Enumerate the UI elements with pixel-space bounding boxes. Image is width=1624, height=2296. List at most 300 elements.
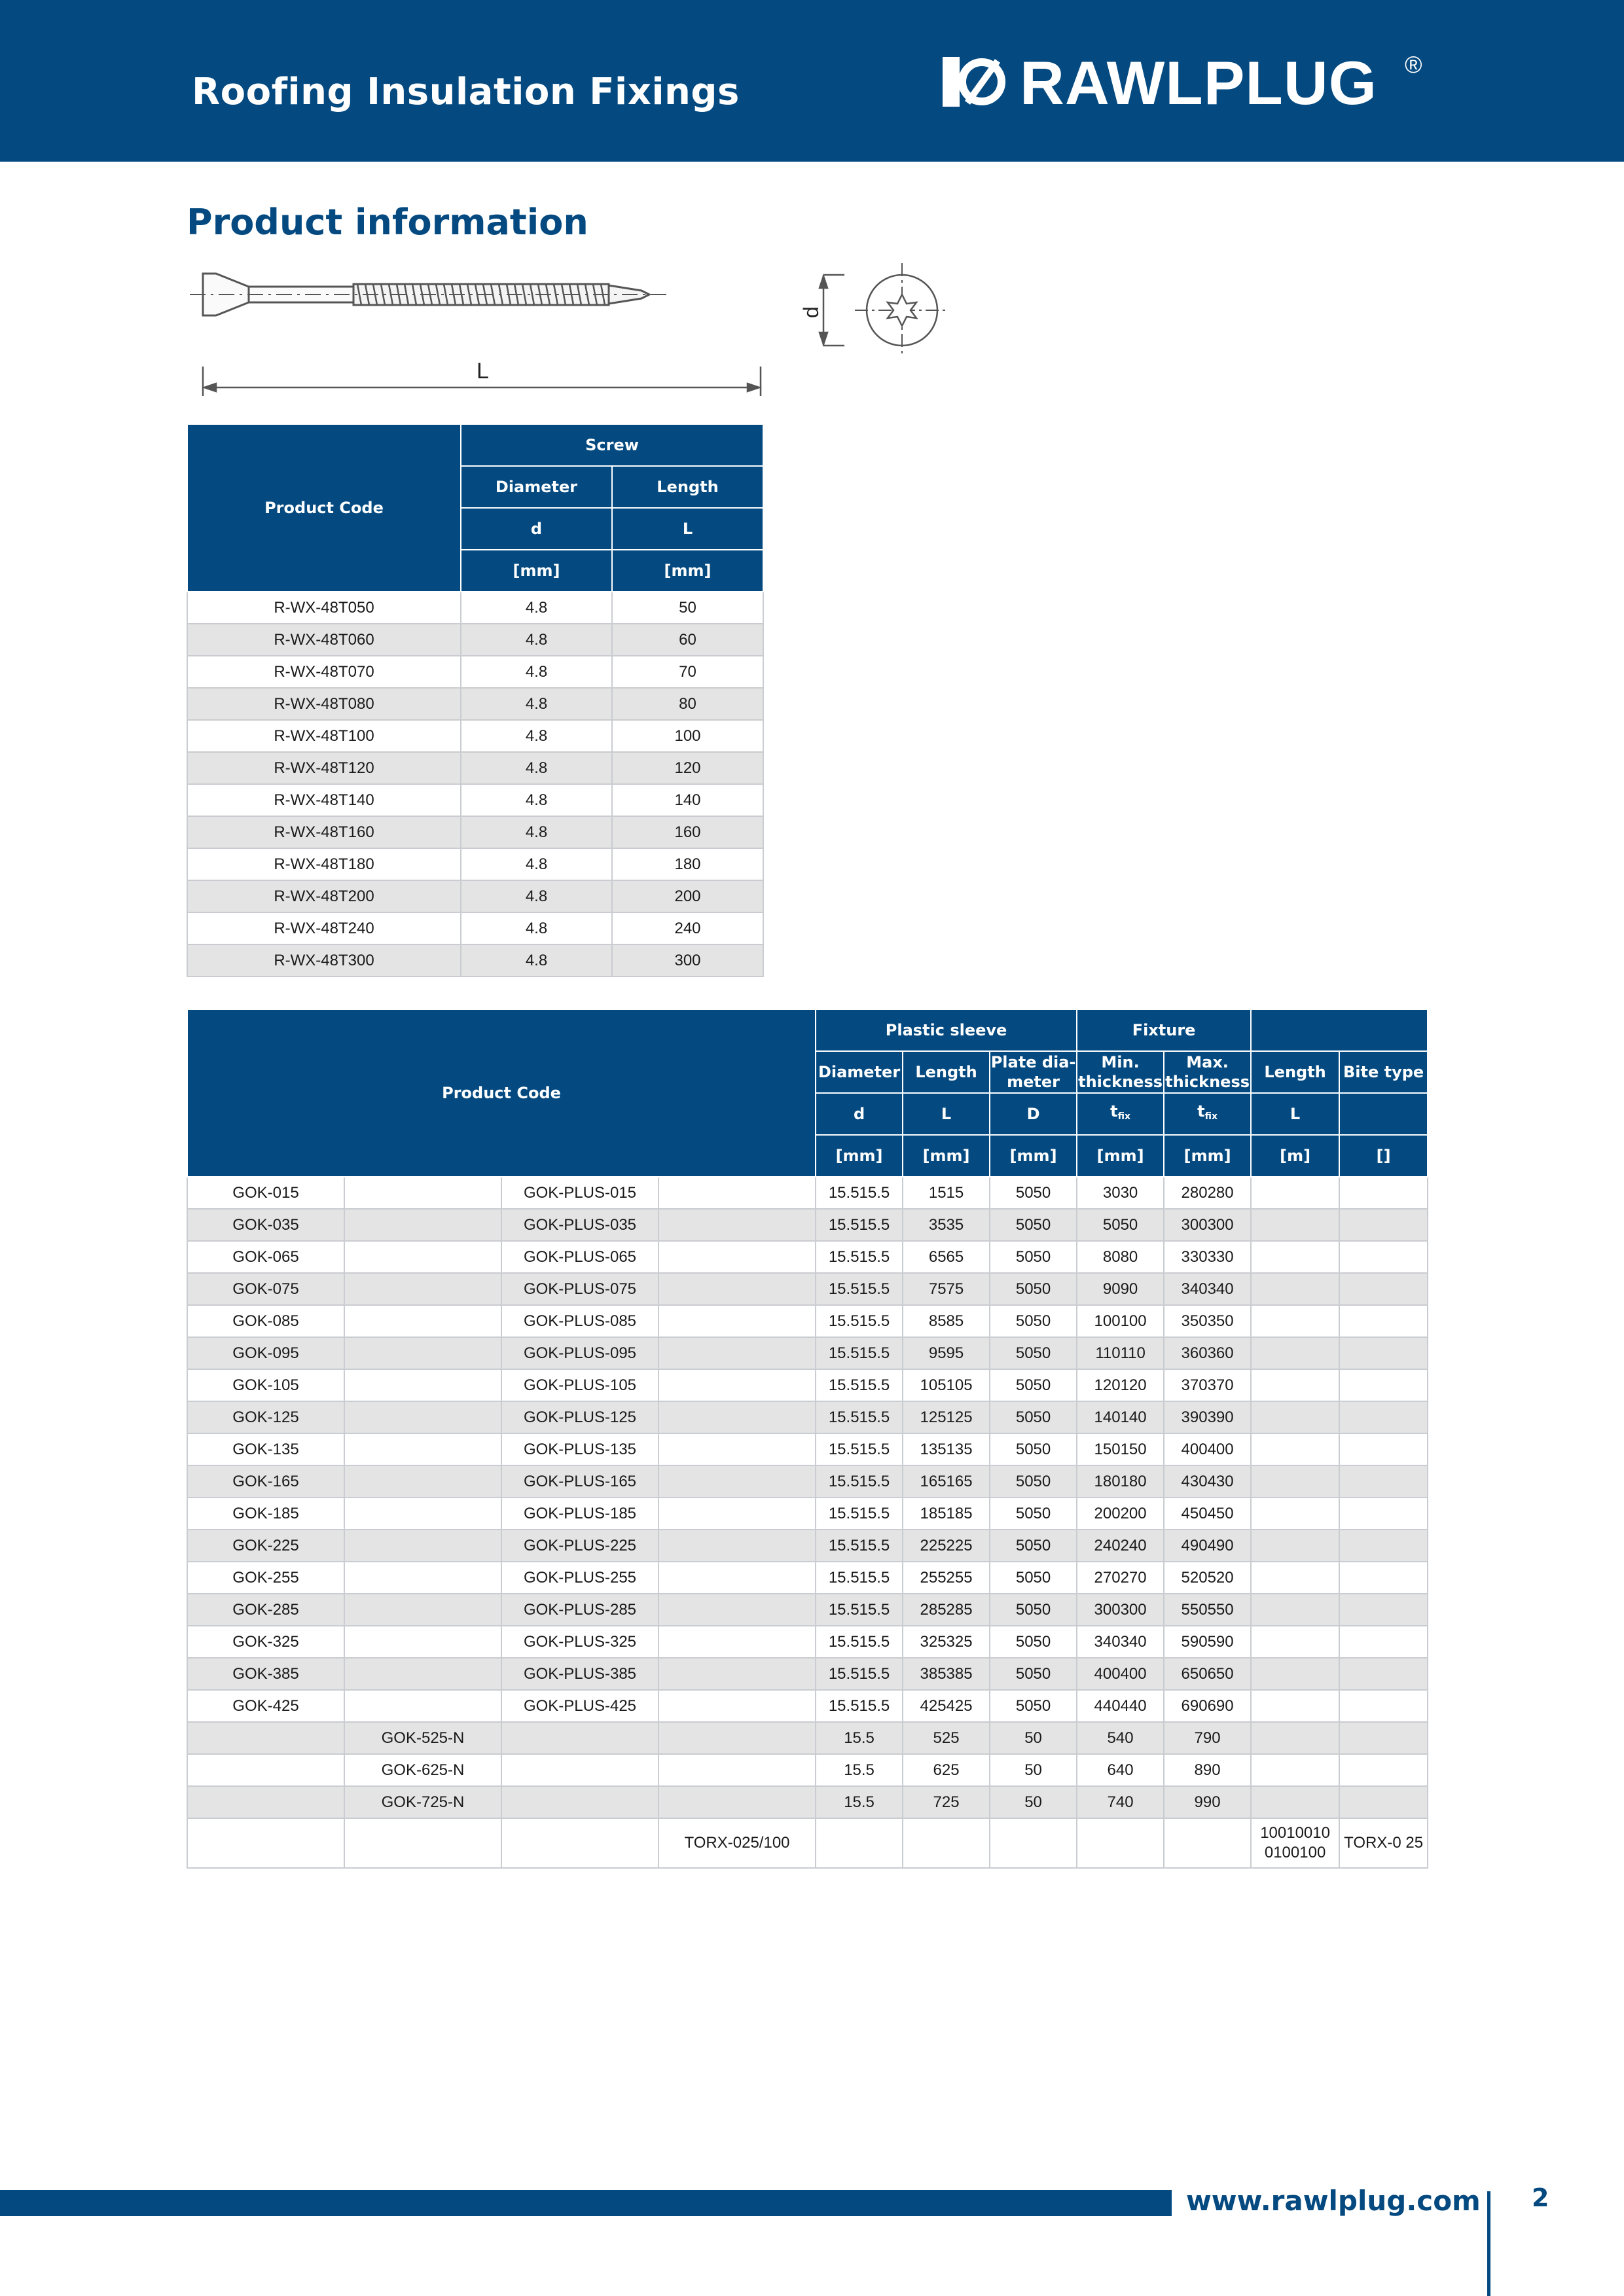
bite-type-cell xyxy=(1339,1401,1428,1433)
bite-type-header: Bite type xyxy=(1339,1051,1428,1093)
length-cell: 120 xyxy=(612,752,763,784)
table-row xyxy=(187,944,763,977)
code-n-cell xyxy=(344,1594,501,1626)
bite-type-cell xyxy=(1339,1562,1428,1594)
max-thickness-cell: 520520 xyxy=(1164,1562,1251,1594)
length-m-cell xyxy=(1251,1337,1339,1369)
length-m-cell xyxy=(1251,1177,1339,1209)
plate-diameter-cell: 5050 xyxy=(990,1690,1077,1722)
length-header: Length xyxy=(903,1051,990,1093)
code-n-cell xyxy=(344,1433,501,1465)
plate-diameter-cell: 5050 xyxy=(990,1305,1077,1337)
length-cell: 725 xyxy=(903,1786,990,1818)
diameter-cell: 4.8 xyxy=(461,880,612,912)
fix-subscript: fix xyxy=(1204,1111,1218,1122)
diameter-cell: 4.8 xyxy=(461,784,612,816)
code-plus-cell: GOK-PLUS-385 xyxy=(501,1658,659,1690)
diameter-cell: 4.8 xyxy=(461,624,612,656)
code-cell: GOK-385 xyxy=(187,1658,344,1690)
max-thickness-cell: 300300 xyxy=(1164,1209,1251,1241)
code-plus-cell xyxy=(501,1754,659,1786)
min-thickness-cell: 400400 xyxy=(1077,1658,1164,1690)
accessory-cell xyxy=(659,1369,816,1401)
bite-type-cell xyxy=(1339,1209,1428,1241)
table-row xyxy=(187,1754,1428,1786)
min-thickness-cell: 9090 xyxy=(1077,1273,1164,1305)
length-cell: 1515 xyxy=(903,1177,990,1209)
bite-type-cell xyxy=(1339,1305,1428,1337)
accessory-cell xyxy=(659,1433,816,1465)
accessory-cell xyxy=(659,1626,816,1658)
length-cell: 325325 xyxy=(903,1626,990,1658)
min-thickness-cell: 240240 xyxy=(1077,1530,1164,1562)
length-m-cell xyxy=(1251,1690,1339,1722)
plate-diameter-cell: 5050 xyxy=(990,1369,1077,1401)
table-row xyxy=(187,1498,1428,1530)
bite-type-cell xyxy=(1339,1465,1428,1498)
diameter-cell: 4.8 xyxy=(461,816,612,848)
code-plus-cell: GOK-PLUS-085 xyxy=(501,1305,659,1337)
product-code-cell: R-WX-48T300 xyxy=(187,944,461,977)
plate-diameter-cell: 5050 xyxy=(990,1209,1077,1241)
screw-drawing xyxy=(183,262,772,406)
table-row xyxy=(187,720,763,752)
bite-type-cell xyxy=(1339,1722,1428,1754)
code-plus-cell: GOK-PLUS-125 xyxy=(501,1401,659,1433)
code-cell xyxy=(187,1754,344,1786)
code-cell: GOK-255 xyxy=(187,1562,344,1594)
diameter-cell: 15.515.5 xyxy=(816,1690,903,1722)
diameter-cell: 15.515.5 xyxy=(816,1177,903,1209)
diameter-cell: 4.8 xyxy=(461,720,612,752)
max-thickness-cell: 430430 xyxy=(1164,1465,1251,1498)
accessory-cell xyxy=(659,1658,816,1690)
accessory-cell xyxy=(659,1786,816,1818)
code-cell: GOK-135 xyxy=(187,1433,344,1465)
code-plus-cell: GOK-PLUS-105 xyxy=(501,1369,659,1401)
diameter-cell: 15.515.5 xyxy=(816,1273,903,1305)
product-code-cell: R-WX-48T070 xyxy=(187,656,461,688)
length-cell: 225225 xyxy=(903,1530,990,1562)
t-symbol: t xyxy=(1197,1102,1205,1121)
bite-type-cell xyxy=(1339,1498,1428,1530)
logo-mark-icon xyxy=(943,57,1012,107)
accessory-cell xyxy=(659,1401,816,1433)
diameter-cell: 15.515.5 xyxy=(816,1498,903,1530)
table-row xyxy=(187,1818,1428,1868)
unit-header: [mm] xyxy=(1077,1135,1164,1177)
product-code-cell: R-WX-48T240 xyxy=(187,912,461,944)
sleeve-table xyxy=(187,1009,1428,1869)
unit-header: [m] xyxy=(1251,1135,1339,1177)
length-header: Length xyxy=(612,466,763,508)
min-thickness-cell: 440440 xyxy=(1077,1690,1164,1722)
bite-type-cell xyxy=(1339,1626,1428,1658)
length-m-cell xyxy=(1251,1209,1339,1241)
length-cell: 625 xyxy=(903,1754,990,1786)
plate-symbol-header: D xyxy=(990,1093,1077,1135)
code-cell: GOK-085 xyxy=(187,1305,344,1337)
bite-type-cell xyxy=(1339,1241,1428,1273)
table-row xyxy=(187,912,763,944)
diameter-cell: 4.8 xyxy=(461,912,612,944)
bite-symbol-header xyxy=(1339,1093,1428,1135)
length-cell: 140 xyxy=(612,784,763,816)
d-symbol-header: d xyxy=(461,508,612,550)
length-m-cell xyxy=(1251,1433,1339,1465)
product-code-cell: R-WX-48T100 xyxy=(187,720,461,752)
bite-type-cell xyxy=(1339,1754,1428,1786)
l-symbol-header: L xyxy=(612,508,763,550)
min-thickness-cell: 180180 xyxy=(1077,1465,1164,1498)
length-m-cell xyxy=(1251,1530,1339,1562)
accessory-cell xyxy=(659,1594,816,1626)
max-thickness-cell: 890 xyxy=(1164,1754,1251,1786)
code-n-cell xyxy=(344,1273,501,1305)
footer-url[interactable]: www.rawlplug.com xyxy=(1186,2185,1481,2217)
length-cell: 165165 xyxy=(903,1465,990,1498)
plate-diameter-cell: 5050 xyxy=(990,1465,1077,1498)
length-cell: 70 xyxy=(612,656,763,688)
table-row xyxy=(187,1241,1428,1273)
min-thickness-cell xyxy=(1077,1818,1164,1868)
min-thickness-cell: 270270 xyxy=(1077,1562,1164,1594)
length-cell: 285285 xyxy=(903,1594,990,1626)
length-cell: 8585 xyxy=(903,1305,990,1337)
code-plus-cell: GOK-PLUS-015 xyxy=(501,1177,659,1209)
diameter-cell: 15.5 xyxy=(816,1786,903,1818)
screw-table xyxy=(187,423,764,977)
plate-diameter-cell: 5050 xyxy=(990,1658,1077,1690)
diameter-cell: 15.515.5 xyxy=(816,1530,903,1562)
code-cell: GOK-065 xyxy=(187,1241,344,1273)
product-code-cell: R-WX-48T080 xyxy=(187,688,461,720)
code-plus-cell: GOK-PLUS-185 xyxy=(501,1498,659,1530)
length-cell: 185185 xyxy=(903,1498,990,1530)
length-m-cell xyxy=(1251,1241,1339,1273)
code-cell: GOK-425 xyxy=(187,1690,344,1722)
length-cell: 50 xyxy=(612,592,763,624)
rawlplug-logo xyxy=(943,47,1440,117)
plate-diameter-cell: 50 xyxy=(990,1754,1077,1786)
table-row xyxy=(187,1594,1428,1626)
fixture-header: Fixture xyxy=(1077,1009,1251,1051)
diameter-cell: 15.515.5 xyxy=(816,1465,903,1498)
accessory-cell xyxy=(659,1754,816,1786)
l2-symbol-header: L xyxy=(1251,1093,1339,1135)
bite-type-cell xyxy=(1339,1273,1428,1305)
length-cell: 6565 xyxy=(903,1241,990,1273)
table-row xyxy=(187,1273,1428,1305)
length-cell: 300 xyxy=(612,944,763,977)
bite-type-cell xyxy=(1339,1658,1428,1690)
table-row xyxy=(187,624,763,656)
tfix-max-header xyxy=(1164,1093,1251,1135)
length-cell: 125125 xyxy=(903,1401,990,1433)
bite-type-cell xyxy=(1339,1433,1428,1465)
code-n-cell xyxy=(344,1305,501,1337)
code-plus-cell: GOK-PLUS-225 xyxy=(501,1530,659,1562)
length-cell: 105105 xyxy=(903,1369,990,1401)
accessory-cell: TORX-025/100 xyxy=(659,1818,816,1868)
l-symbol-header: L xyxy=(903,1093,990,1135)
code-n-cell xyxy=(344,1401,501,1433)
registered-mark: ® xyxy=(1405,51,1422,78)
max-thickness-cell: 490490 xyxy=(1164,1530,1251,1562)
code-plus-cell: GOK-PLUS-135 xyxy=(501,1433,659,1465)
accessory-cell xyxy=(659,1465,816,1498)
table-row xyxy=(187,880,763,912)
t-symbol: t xyxy=(1110,1102,1118,1121)
code-cell: GOK-285 xyxy=(187,1594,344,1626)
min-thickness-cell: 110110 xyxy=(1077,1337,1164,1369)
code-n-cell xyxy=(344,1498,501,1530)
product-code-cell: R-WX-48T120 xyxy=(187,752,461,784)
length-cell: 180 xyxy=(612,848,763,880)
product-code-cell: R-WX-48T200 xyxy=(187,880,461,912)
code-n-cell xyxy=(344,1658,501,1690)
empty-header xyxy=(1251,1009,1428,1051)
accessory-cell xyxy=(659,1305,816,1337)
diameter-cell: 15.515.5 xyxy=(816,1305,903,1337)
length-m-cell xyxy=(1251,1305,1339,1337)
plate-diameter-cell: 5050 xyxy=(990,1498,1077,1530)
table-row xyxy=(187,1401,1428,1433)
diameter-cell xyxy=(816,1818,903,1868)
plate-diameter-header: Plate dia-meter xyxy=(990,1051,1077,1093)
length-cell: 3535 xyxy=(903,1209,990,1241)
d-symbol-header: d xyxy=(816,1093,903,1135)
unit-header: [mm] xyxy=(903,1135,990,1177)
min-thickness-cell: 200200 xyxy=(1077,1498,1164,1530)
length-m-cell xyxy=(1251,1465,1339,1498)
max-thickness-cell: 390390 xyxy=(1164,1401,1251,1433)
table-row xyxy=(187,1177,1428,1209)
length-cell: 135135 xyxy=(903,1433,990,1465)
plate-diameter-cell: 5050 xyxy=(990,1241,1077,1273)
code-n-cell xyxy=(344,1818,501,1868)
diameter-cell: 15.515.5 xyxy=(816,1562,903,1594)
code-plus-cell: GOK-PLUS-425 xyxy=(501,1690,659,1722)
footer-divider xyxy=(1487,2191,1490,2296)
length2-header: Length xyxy=(1251,1051,1339,1093)
code-plus-cell xyxy=(501,1722,659,1754)
product-code-cell: R-WX-48T160 xyxy=(187,816,461,848)
min-thickness-cell: 540 xyxy=(1077,1722,1164,1754)
table-row xyxy=(187,1305,1428,1337)
diameter-cell: 4.8 xyxy=(461,944,612,977)
document-title: Roofing Insulation Fixings xyxy=(192,71,740,113)
bite-type-cell xyxy=(1339,1786,1428,1818)
table-row xyxy=(187,1209,1428,1241)
plastic-sleeve-header: Plastic sleeve xyxy=(816,1009,1077,1051)
header-bar xyxy=(0,0,1624,162)
max-thickness-cell: 360360 xyxy=(1164,1337,1251,1369)
min-thickness-cell: 100100 xyxy=(1077,1305,1164,1337)
code-cell: GOK-185 xyxy=(187,1498,344,1530)
plate-diameter-cell: 5050 xyxy=(990,1562,1077,1594)
table-row xyxy=(187,1690,1428,1722)
diameter-cell: 15.5 xyxy=(816,1754,903,1786)
plate-diameter-cell: 5050 xyxy=(990,1401,1077,1433)
max-thickness-cell: 550550 xyxy=(1164,1594,1251,1626)
max-thickness-cell xyxy=(1164,1818,1251,1868)
plate-diameter-cell: 5050 xyxy=(990,1177,1077,1209)
max-thickness-cell: 990 xyxy=(1164,1786,1251,1818)
diameter-header: Diameter xyxy=(461,466,612,508)
table-row xyxy=(187,752,763,784)
code-plus-cell: GOK-PLUS-255 xyxy=(501,1562,659,1594)
code-n-cell xyxy=(344,1626,501,1658)
product-code-header: Product Code xyxy=(187,424,461,592)
diameter-label: d xyxy=(799,306,823,318)
accessory-cell xyxy=(659,1337,816,1369)
max-thickness-cell: 280280 xyxy=(1164,1177,1251,1209)
diameter-cell: 15.515.5 xyxy=(816,1241,903,1273)
table-row xyxy=(187,1722,1428,1754)
code-n-cell xyxy=(344,1562,501,1594)
plate-diameter-cell: 5050 xyxy=(990,1626,1077,1658)
min-thickness-cell: 3030 xyxy=(1077,1177,1164,1209)
code-plus-cell: GOK-PLUS-035 xyxy=(501,1209,659,1241)
accessory-cell xyxy=(659,1177,816,1209)
min-thickness-cell: 340340 xyxy=(1077,1626,1164,1658)
length-m-cell xyxy=(1251,1754,1339,1786)
code-plus-cell xyxy=(501,1786,659,1818)
min-thickness-cell: 740 xyxy=(1077,1786,1164,1818)
table-row xyxy=(187,592,763,624)
table-row xyxy=(187,1562,1428,1594)
code-cell: GOK-125 xyxy=(187,1401,344,1433)
screw-head-drawing xyxy=(799,262,969,367)
length-m-cell xyxy=(1251,1594,1339,1626)
page-number: 2 xyxy=(1532,2183,1549,2212)
diameter-cell: 15.515.5 xyxy=(816,1369,903,1401)
diameter-cell: 15.515.5 xyxy=(816,1209,903,1241)
code-n-cell: GOK-525-N xyxy=(344,1722,501,1754)
table-row xyxy=(187,848,763,880)
max-thickness-cell: 400400 xyxy=(1164,1433,1251,1465)
accessory-cell xyxy=(659,1498,816,1530)
plate-diameter-cell: 50 xyxy=(990,1722,1077,1754)
code-n-cell: GOK-625-N xyxy=(344,1754,501,1786)
length-cell: 9595 xyxy=(903,1337,990,1369)
code-cell: GOK-225 xyxy=(187,1530,344,1562)
length-m-cell xyxy=(1251,1273,1339,1305)
length-cell: 200 xyxy=(612,880,763,912)
code-plus-cell: GOK-PLUS-075 xyxy=(501,1273,659,1305)
d-unit-header: [mm] xyxy=(461,550,612,592)
table-row xyxy=(187,1465,1428,1498)
diameter-header: Diameter xyxy=(816,1051,903,1093)
accessory-cell xyxy=(659,1209,816,1241)
max-thickness-cell: 450450 xyxy=(1164,1498,1251,1530)
length-m-cell xyxy=(1251,1562,1339,1594)
product-code-cell: R-WX-48T050 xyxy=(187,592,461,624)
length-cell: 240 xyxy=(612,912,763,944)
code-cell: GOK-165 xyxy=(187,1465,344,1498)
min-thickness-cell: 140140 xyxy=(1077,1401,1164,1433)
diameter-cell: 15.515.5 xyxy=(816,1401,903,1433)
code-n-cell xyxy=(344,1177,501,1209)
code-n-cell: GOK-725-N xyxy=(344,1786,501,1818)
max-thickness-cell: 690690 xyxy=(1164,1690,1251,1722)
table-row xyxy=(187,816,763,848)
tfix-min-header xyxy=(1077,1093,1164,1135)
diameter-cell: 4.8 xyxy=(461,688,612,720)
length-m-cell xyxy=(1251,1369,1339,1401)
diameter-cell: 4.8 xyxy=(461,848,612,880)
length-cell: 60 xyxy=(612,624,763,656)
length-cell xyxy=(903,1818,990,1868)
product-code-cell: R-WX-48T060 xyxy=(187,624,461,656)
table-row xyxy=(187,1530,1428,1562)
length-m-cell xyxy=(1251,1722,1339,1754)
unit-header: [mm] xyxy=(990,1135,1077,1177)
bite-type-cell xyxy=(1339,1530,1428,1562)
min-thickness-header: Min. thickness xyxy=(1077,1051,1164,1093)
length-cell: 7575 xyxy=(903,1273,990,1305)
code-cell: GOK-075 xyxy=(187,1273,344,1305)
unit-header: [mm] xyxy=(816,1135,903,1177)
diameter-cell: 15.515.5 xyxy=(816,1626,903,1658)
product-code-cell: R-WX-48T180 xyxy=(187,848,461,880)
max-thickness-cell: 340340 xyxy=(1164,1273,1251,1305)
code-plus-cell: GOK-PLUS-065 xyxy=(501,1241,659,1273)
accessory-cell xyxy=(659,1530,816,1562)
code-n-cell xyxy=(344,1530,501,1562)
fix-subscript: fix xyxy=(1117,1111,1131,1122)
length-label: L xyxy=(477,359,489,384)
diameter-cell: 15.5 xyxy=(816,1722,903,1754)
section-title: Product information xyxy=(187,202,588,243)
table-row xyxy=(187,656,763,688)
min-thickness-cell: 120120 xyxy=(1077,1369,1164,1401)
table-row xyxy=(187,1369,1428,1401)
table-row xyxy=(187,1658,1428,1690)
code-n-cell xyxy=(344,1337,501,1369)
bite-type-cell xyxy=(1339,1177,1428,1209)
diameter-cell: 15.515.5 xyxy=(816,1658,903,1690)
screw-header: Screw xyxy=(461,424,763,466)
code-n-cell xyxy=(344,1369,501,1401)
unit-header: [mm] xyxy=(1164,1135,1251,1177)
length-cell: 385385 xyxy=(903,1658,990,1690)
length-cell: 525 xyxy=(903,1722,990,1754)
plate-diameter-cell: 5050 xyxy=(990,1433,1077,1465)
unit-header: [] xyxy=(1339,1135,1428,1177)
max-thickness-cell: 650650 xyxy=(1164,1658,1251,1690)
plate-diameter-cell: 5050 xyxy=(990,1530,1077,1562)
bite-type-cell xyxy=(1339,1690,1428,1722)
diameter-cell: 15.515.5 xyxy=(816,1594,903,1626)
diameter-cell: 4.8 xyxy=(461,752,612,784)
code-n-cell xyxy=(344,1690,501,1722)
plate-diameter-cell: 5050 xyxy=(990,1594,1077,1626)
code-n-cell xyxy=(344,1209,501,1241)
plate-diameter-cell xyxy=(990,1818,1077,1868)
code-cell: GOK-035 xyxy=(187,1209,344,1241)
length-m-cell xyxy=(1251,1626,1339,1658)
length-cell: 160 xyxy=(612,816,763,848)
diameter-cell: 4.8 xyxy=(461,592,612,624)
max-thickness-header: Max. thickness xyxy=(1164,1051,1251,1093)
length-cell: 425425 xyxy=(903,1690,990,1722)
code-cell: GOK-105 xyxy=(187,1369,344,1401)
code-cell: GOK-325 xyxy=(187,1626,344,1658)
max-thickness-cell: 370370 xyxy=(1164,1369,1251,1401)
plate-diameter-cell: 5050 xyxy=(990,1337,1077,1369)
